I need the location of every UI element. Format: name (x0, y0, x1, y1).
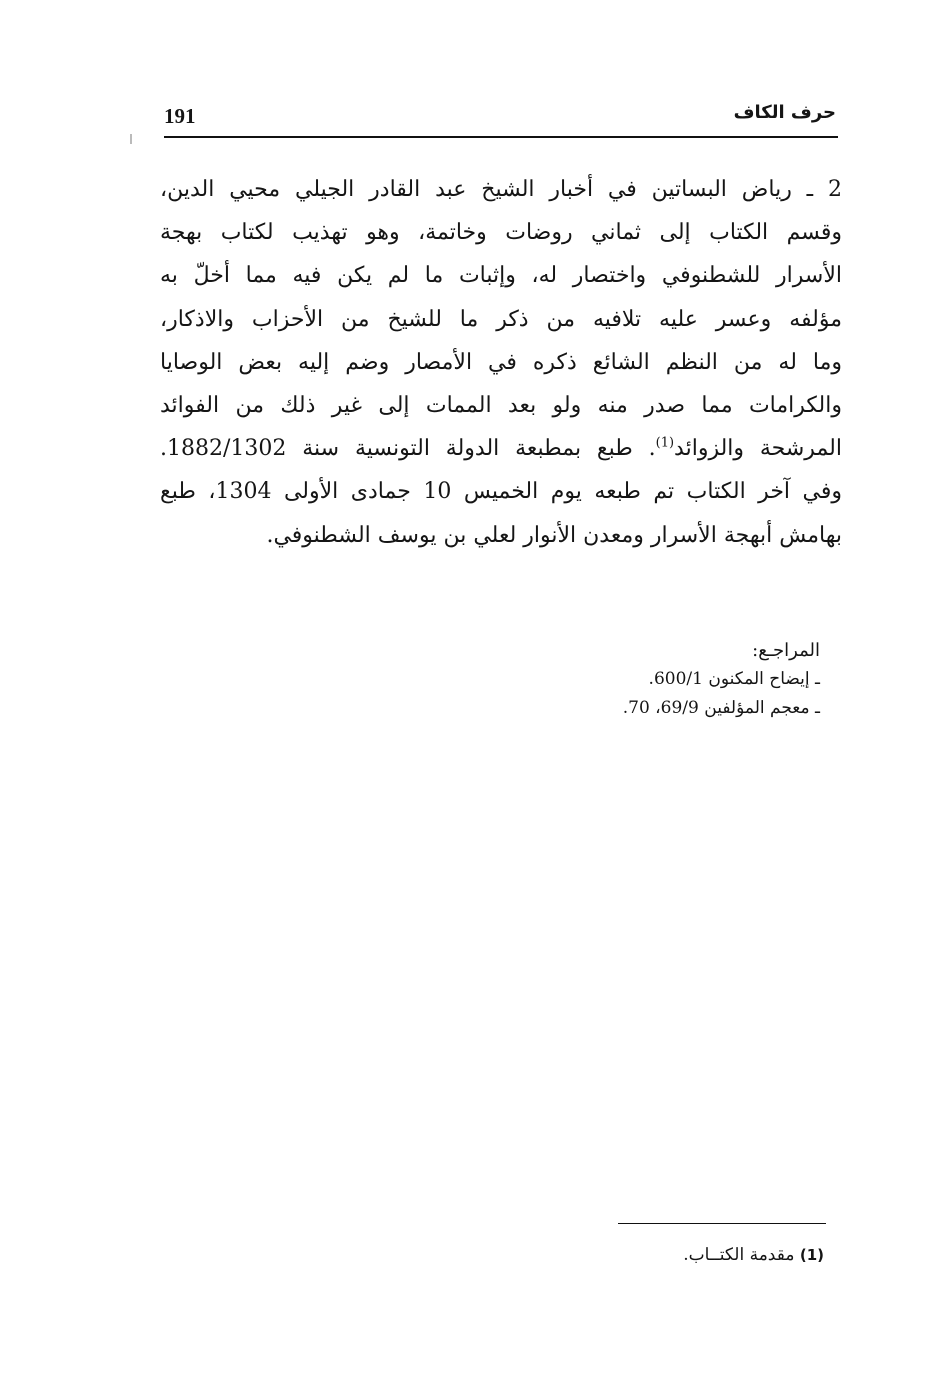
footnote-text: مقدمة الكتــاب. (683, 1245, 795, 1265)
footnote-reference: (1) (655, 435, 675, 451)
running-title: حرف الكاف (733, 102, 836, 123)
footnote-marker: (1) (799, 1246, 824, 1264)
page-header (164, 100, 836, 136)
header-rule (164, 136, 838, 138)
entry-paragraph (160, 168, 842, 557)
footnote (683, 1243, 824, 1267)
entry-line-with-footnote (160, 427, 842, 470)
entry-line: مؤلفه وعسر عليه تلافيه من ذكر ما للشيخ من الأحزاب والاذكار، (160, 306, 842, 332)
entry-line: والكرامات مما صدر منه ولو بعد الممات إلى غير ذلك من الفوائد (160, 393, 842, 419)
entry-text: . طبع بمطبعة الدولة التونسية سنة 1882/1302. (160, 436, 656, 462)
entry-line: وفي آخر الكتاب تم طبعه يوم الخميس 10 جمادى الأولى 1304، طبع (160, 479, 843, 505)
entry-line: 2 ـ رياض البساتين في أخبار الشيخ عبد القادر الجيلي محيي الدين، (160, 177, 842, 202)
entry-line: الأسرار للشطنوفي واختصار له، وإثبات ما لم يكن فيه مما أخلّ به (160, 263, 842, 289)
page-number: 191 (164, 104, 196, 128)
references-section (623, 636, 820, 723)
entry-text: المرشحة والزوائد (674, 436, 842, 462)
entry-line: وما له من النظم الشائع ذكره في الأمصار وضم إليه بعض الوصايا (160, 349, 842, 375)
reference-item: ـ إيضاح المكنون 600/1. (648, 669, 820, 689)
entry-line: بهامش أبهجة الأسرار ومعدن الأنوار لعلي بن يوسف الشطنوفي. (266, 522, 842, 548)
footnote-rule (618, 1223, 826, 1224)
scan-artifact (130, 134, 132, 144)
reference-item: ـ معجم المؤلفين 69/9، 70. (622, 698, 820, 718)
entry-line: وقسم الكتاب إلى ثماني روضات وخاتمة، وهو تهذيب لكتاب بهجة (160, 220, 842, 246)
references-heading: المراجـع: (752, 640, 820, 661)
